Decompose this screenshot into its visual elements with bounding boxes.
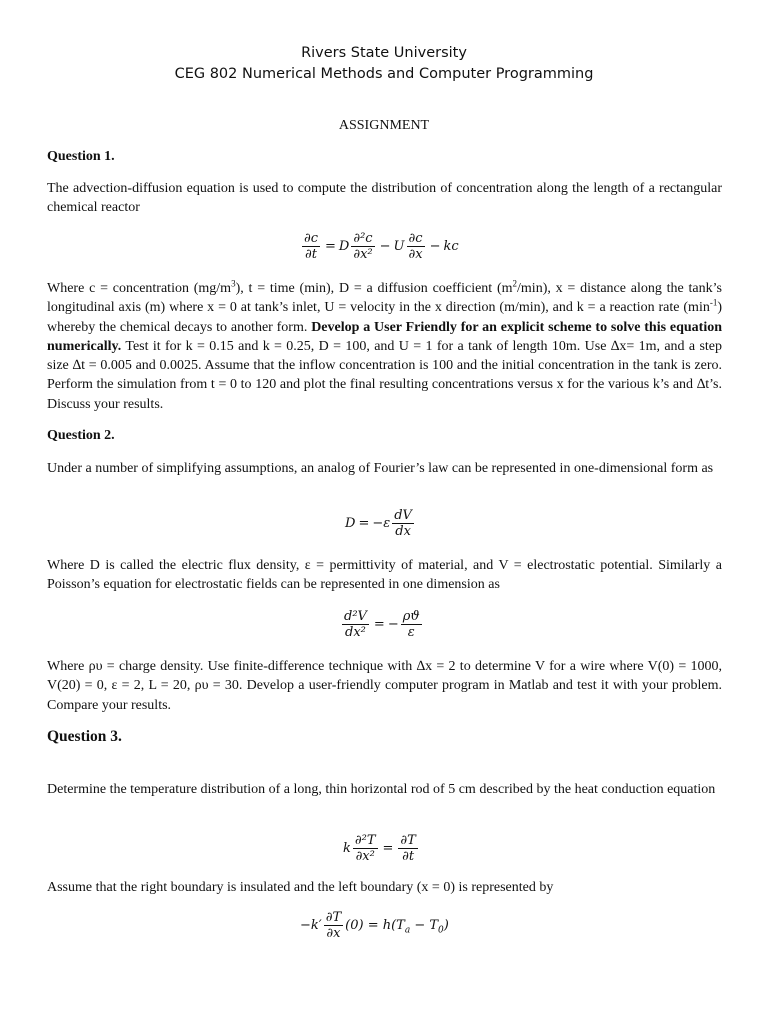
question-3-intro: Determine the temperature distribution of a long, thin horizontal rod of 5 cm described by the heat conduction equation: [47, 782, 716, 797]
advection-diffusion-equation: $\frac{\partial c}{\partial t}$ = D $\frac{\text{∂²c}}{\text{∂x²}}$ − U $\frac{\partial c}{\partial x}$ − kc: [304, 231, 459, 262]
university-name: Rivers State University: [301, 45, 467, 61]
question-2-intro: Under a number of simplifying assumptions, an analog of Fourier’s law can be represented in one-dimensional form as: [47, 461, 714, 476]
question-3-body: Assume that the right boundary is insulated and the left boundary (x = 0) is represented by: [47, 880, 554, 895]
question-1-heading: Question 1.: [47, 149, 115, 164]
question-2-task: Where ρυ = charge density. Use finite-difference technique with ∆x = 2 to determine V for a wire where V(0) = 1000, V(20) = 0, ε = 2, L = 20, ρυ = 30. Develop a user-friendly computer program in Matlab and test it with your problem. Compare your results.: [47, 659, 722, 713]
question-2-heading: Question 2.: [47, 428, 115, 443]
poisson-equation: $\frac{\text{d²V}}{\text{dx²}}$ = − $\frac{\rho ϑ}{\varepsilon}$: [344, 609, 420, 640]
flux-density-equation: D = −ε $\frac{dV}{dx}$: [345, 508, 412, 539]
boundary-condition-equation: −k′ $\frac{\partial T}{\partial x}$ $(0) = h(T_a - T_0)$: [300, 910, 449, 941]
question-2-body: Where D is called the electric flux density, ε = permittivity of material, and V = electrostatic potential. Similarly a Poisson’s equation for electrostatic fields can be represented in one dimension as: [47, 558, 722, 593]
heat-conduction-equation: k $\frac{\text{∂²T}}{\text{∂x²}}$ = $\frac{\partial T}{\partial t}$: [343, 833, 416, 864]
question-1-intro: The advection-diffusion equation is used to compute the distribution of concentration along the length of a rectangular chemical reactor: [47, 181, 722, 216]
assignment-title: ASSIGNMENT: [338, 118, 430, 133]
course-title: CEG 802 Numerical Methods and Computer Programming: [174, 66, 594, 82]
question-1-body: Where c = concentration $(mg/m^3)$, t = time (min), D = a diffusion coefficient $(m^2/\min)$, x = distance along the tank’s longitudinal axis (m) where x = 0 at tank’s inlet, U = velocity in the x direction (m/min), and k = a reaction rate $(\min^{-1})$ whereby the chemical decays to another form. Develop a User Friendly for an explicit scheme to solve this equation numerically. Test it for k = 0.15 and k = 0.25, D = 100, and U = 1 for a tank of length 10m. Use ∆x= 1m, and a step size ∆t = 0.005 and 0.0025. Assume that the inflow concentration is 100 and the initial concentration in the tank is zero. Perform the simulation from t = 0 to 120 and plot the final resulting concentrations versus x for the various k’s and ∆t’s. Discuss your results.: [47, 278, 723, 412]
question-3-heading: Question 3.: [47, 728, 122, 745]
